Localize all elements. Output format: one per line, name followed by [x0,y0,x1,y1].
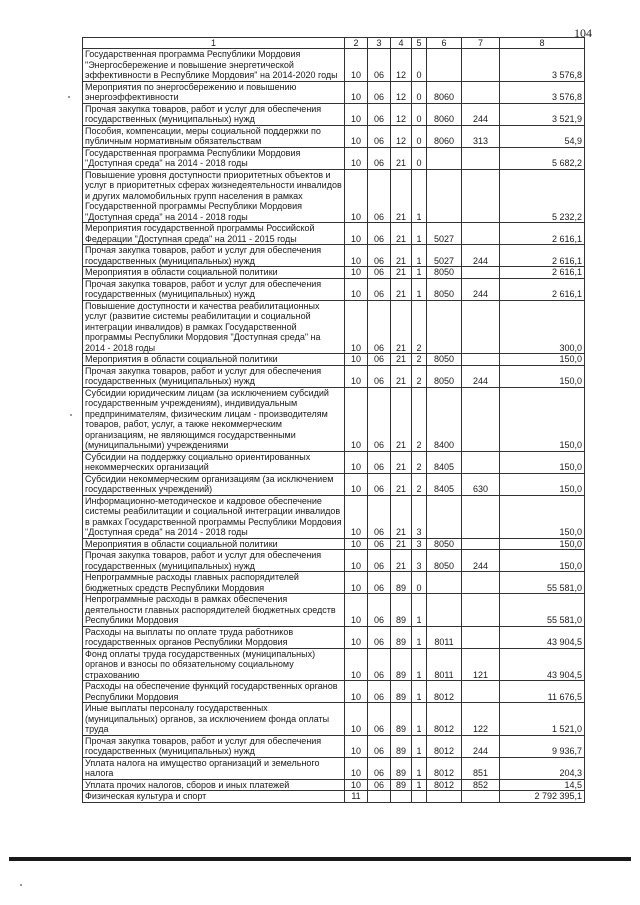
row-expense-type-cell [462,495,500,538]
row-amount-cell: 150,0 [500,387,585,451]
row-program-cell: 21 [391,365,412,387]
row-expense-type-cell [462,267,500,279]
row-section-cell: 10 [345,538,368,550]
row-subprogram-cell: 3 [412,550,427,572]
row-section-cell: 10 [345,594,368,627]
row-name-cell: Уплата налога на имущество организаций и земельного налога [83,757,345,779]
row-name-cell: Непрограммные расходы главных распорядителей бюджетных средств Республики Мордовия [83,572,345,594]
row-expense-type-cell: 630 [462,473,500,495]
table-row [83,538,585,550]
scan-speck [20,884,22,886]
row-expense-type-cell [462,169,500,223]
row-name-cell: Фонд оплаты труда государственных (муниципальных) органов и взносы по обязательному социальному страхованию [83,648,345,681]
row-subsection-cell: 06 [368,495,391,538]
row-direction-cell: 8011 [427,626,462,648]
row-expense-type-cell [462,49,500,82]
row-program-cell: 89 [391,779,412,791]
row-subsection-cell: 06 [368,550,391,572]
row-direction-cell [427,791,462,803]
row-program-cell: 21 [391,223,412,245]
row-amount-cell: 2 792 395,1 [500,791,585,803]
row-expense-type-cell [462,626,500,648]
row-name-cell: Субсидии на поддержку социально ориентированных некоммерческих организаций [83,451,345,473]
table-row [83,735,585,757]
row-subprogram-cell [412,791,427,803]
row-expense-type-cell: 313 [462,125,500,147]
row-subsection-cell: 06 [368,572,391,594]
table-row [83,300,585,354]
row-direction-cell: 8050 [427,550,462,572]
row-subprogram-cell: 2 [412,300,427,354]
row-amount-cell: 150,0 [500,473,585,495]
row-program-cell: 21 [391,245,412,267]
row-expense-type-cell: 852 [462,779,500,791]
table-row [83,681,585,703]
row-name-cell: Пособия, компенсации, меры социальной поддержки по публичным нормативным обязательствам [83,125,345,147]
table-row [83,779,585,791]
row-amount-cell: 204,3 [500,757,585,779]
row-name-cell: Субсидии юридическим лицам (за исключением субсидий государственным учреждениям), индивидуальным предпринимателям, физическим лицам - производителям товаров, работ, услуг, а также некоммерческим организациям, не являющимся государственными (муниципальными) учреждениями [83,387,345,451]
row-subprogram-cell: 1 [412,594,427,627]
row-program-cell: 21 [391,495,412,538]
row-program-cell: 89 [391,648,412,681]
row-program-cell: 89 [391,572,412,594]
row-expense-type-cell [462,791,500,803]
row-direction-cell: 8060 [427,125,462,147]
row-expense-type-cell: 851 [462,757,500,779]
row-name-cell: Непрограммные расходы в рамках обеспечения деятельности главных распорядителей бюджетных средств Республики Мордовия [83,594,345,627]
row-subprogram-cell: 1 [412,735,427,757]
row-amount-cell: 150,0 [500,538,585,550]
row-section-cell: 10 [345,626,368,648]
row-amount-cell: 3 576,8 [500,49,585,82]
row-program-cell: 21 [391,147,412,169]
row-subsection-cell: 06 [368,538,391,550]
row-subsection-cell: 06 [368,223,391,245]
table-row [83,245,585,267]
row-expense-type-cell: 244 [462,278,500,300]
row-program-cell: 21 [391,169,412,223]
row-section-cell: 10 [345,354,368,366]
row-expense-type-cell [462,572,500,594]
table-row [83,473,585,495]
row-subprogram-cell: 2 [412,473,427,495]
row-expense-type-cell [462,681,500,703]
row-amount-cell: 55 581,0 [500,572,585,594]
row-section-cell: 10 [345,550,368,572]
row-section-cell: 10 [345,735,368,757]
row-subprogram-cell: 1 [412,169,427,223]
table-row [83,757,585,779]
row-subprogram-cell: 0 [412,572,427,594]
row-section-cell: 11 [345,791,368,803]
row-subsection-cell: 06 [368,354,391,366]
row-subprogram-cell: 1 [412,278,427,300]
row-subsection-cell: 06 [368,757,391,779]
row-expense-type-cell: 244 [462,245,500,267]
row-subprogram-cell: 2 [412,365,427,387]
row-subsection-cell: 06 [368,169,391,223]
row-section-cell: 10 [345,495,368,538]
row-subsection-cell: 06 [368,300,391,354]
row-name-cell: Уплата прочих налогов, сборов и иных платежей [83,779,345,791]
header-cell: 5 [412,38,427,49]
row-name-cell: Прочая закупка товаров, работ и услуг для обеспечения государственных (муниципальных) нужд [83,245,345,267]
row-amount-cell: 5 682,2 [500,147,585,169]
row-section-cell: 10 [345,648,368,681]
table-row [83,387,585,451]
budget-table-body [83,49,585,803]
row-direction-cell: 8012 [427,703,462,736]
table-row [83,81,585,103]
row-amount-cell: 43 904,5 [500,648,585,681]
row-program-cell: 21 [391,538,412,550]
row-subprogram-cell: 0 [412,81,427,103]
bottom-rule [9,857,631,861]
row-section-cell: 10 [345,169,368,223]
table-row [83,147,585,169]
row-amount-cell: 54,9 [500,125,585,147]
row-direction-cell [427,169,462,223]
row-subsection-cell: 06 [368,779,391,791]
row-amount-cell: 2 616,1 [500,223,585,245]
row-subprogram-cell: 0 [412,103,427,125]
row-amount-cell: 150,0 [500,550,585,572]
row-amount-cell: 2 616,1 [500,278,585,300]
row-direction-cell: 8012 [427,735,462,757]
row-direction-cell: 8050 [427,354,462,366]
row-direction-cell [427,495,462,538]
row-subprogram-cell: 1 [412,779,427,791]
row-subsection-cell: 06 [368,147,391,169]
header-row [83,38,585,49]
row-subprogram-cell: 0 [412,49,427,82]
table-row [83,626,585,648]
row-subsection-cell: 06 [368,626,391,648]
row-expense-type-cell: 244 [462,103,500,125]
row-subprogram-cell: 2 [412,354,427,366]
row-subprogram-cell: 1 [412,757,427,779]
row-program-cell: 89 [391,681,412,703]
row-section-cell: 10 [345,387,368,451]
row-program-cell: 89 [391,626,412,648]
row-direction-cell [427,572,462,594]
row-program-cell: 21 [391,387,412,451]
row-amount-cell: 5 232,2 [500,169,585,223]
row-subprogram-cell: 2 [412,387,427,451]
row-subprogram-cell: 3 [412,538,427,550]
table-row [83,49,585,82]
row-name-cell: Прочая закупка товаров, работ и услуг для обеспечения государственных (муниципальных) нужд [83,365,345,387]
table-row [83,125,585,147]
row-name-cell: Физическая культура и спорт [83,791,345,803]
row-direction-cell: 8405 [427,451,462,473]
table-row [83,278,585,300]
row-direction-cell: 8012 [427,757,462,779]
row-direction-cell: 8400 [427,387,462,451]
row-direction-cell: 8405 [427,473,462,495]
header-cell: 3 [368,38,391,49]
row-direction-cell: 8050 [427,267,462,279]
row-section-cell: 10 [345,300,368,354]
row-program-cell: 21 [391,278,412,300]
row-section-cell: 10 [345,572,368,594]
scan-speck [68,96,70,98]
row-program-cell: 89 [391,735,412,757]
row-name-cell: Мероприятия по энергосбережению и повышению энергоэффективности [83,81,345,103]
row-direction-cell: 8050 [427,278,462,300]
row-direction-cell: 8012 [427,779,462,791]
row-program-cell: 89 [391,757,412,779]
row-program-cell: 89 [391,594,412,627]
table-row [83,451,585,473]
row-subprogram-cell: 1 [412,626,427,648]
table-row [83,791,585,803]
row-name-cell: Мероприятия в области социальной политики [83,267,345,279]
row-expense-type-cell [462,451,500,473]
row-expense-type-cell [462,300,500,354]
row-name-cell: Мероприятия в области социальной политики [83,354,345,366]
header-cell: 8 [500,38,585,49]
row-name-cell: Расходы на выплаты по оплате труда работников государственных органов Республики Мордовия [83,626,345,648]
row-subsection-cell: 06 [368,473,391,495]
table-row [83,495,585,538]
row-section-cell: 10 [345,278,368,300]
row-section-cell: 10 [345,103,368,125]
row-expense-type-cell [462,223,500,245]
row-section-cell: 10 [345,365,368,387]
row-name-cell: Мероприятия государственной программы Российской Федерации "Доступная среда" на 2011 - 2015 годы [83,223,345,245]
row-amount-cell: 11 676,5 [500,681,585,703]
row-direction-cell: 8050 [427,365,462,387]
row-name-cell: Повышение уровня доступности приоритетных объектов и услуг в приоритетных сферах жизнедеятельности инвалидов и других маломобильных групп населения в рамках Государственной программы Республики Мордовия "Доступная среда" на 2014 - 2018 годы [83,169,345,223]
row-subsection-cell: 06 [368,648,391,681]
row-amount-cell: 2 616,1 [500,245,585,267]
table-row [83,648,585,681]
row-section-cell: 10 [345,245,368,267]
row-section-cell: 10 [345,757,368,779]
row-subsection-cell: 06 [368,703,391,736]
row-section-cell: 10 [345,451,368,473]
row-direction-cell: 5027 [427,223,462,245]
row-program-cell: 12 [391,49,412,82]
row-section-cell: 10 [345,147,368,169]
row-direction-cell [427,49,462,82]
header-cell: 7 [462,38,500,49]
table-row [83,169,585,223]
table-row [83,354,585,366]
row-direction-cell [427,594,462,627]
row-amount-cell: 150,0 [500,365,585,387]
row-subsection-cell: 06 [368,49,391,82]
row-amount-cell: 300,0 [500,300,585,354]
row-section-cell: 10 [345,223,368,245]
row-subsection-cell: 06 [368,735,391,757]
row-name-cell: Прочая закупка товаров, работ и услуг для обеспечения государственных (муниципальных) нужд [83,550,345,572]
row-expense-type-cell [462,594,500,627]
row-amount-cell: 150,0 [500,451,585,473]
row-expense-type-cell: 121 [462,648,500,681]
row-subprogram-cell: 1 [412,648,427,681]
row-amount-cell: 55 581,0 [500,594,585,627]
row-program-cell: 21 [391,550,412,572]
row-subsection-cell [368,791,391,803]
row-subsection-cell: 06 [368,681,391,703]
row-subsection-cell: 06 [368,278,391,300]
row-expense-type-cell: 244 [462,735,500,757]
table-row [83,365,585,387]
row-subprogram-cell: 1 [412,223,427,245]
row-name-cell: Расходы на обеспечение функций государственных органов Республики Мордовия [83,681,345,703]
row-section-cell: 10 [345,81,368,103]
row-amount-cell: 2 616,1 [500,267,585,279]
row-subsection-cell: 06 [368,365,391,387]
table-row [83,572,585,594]
row-name-cell: Субсидии некоммерческим организациям (за исключением государственных учреждений) [83,473,345,495]
row-direction-cell: 8060 [427,103,462,125]
row-name-cell: Государственная программа Республики Мордовия "Доступная среда" на 2014 - 2018 годы [83,147,345,169]
row-section-cell: 10 [345,779,368,791]
row-program-cell: 12 [391,81,412,103]
row-direction-cell [427,300,462,354]
row-direction-cell: 8012 [427,681,462,703]
row-subprogram-cell: 1 [412,245,427,267]
row-program-cell: 21 [391,267,412,279]
table-row [83,103,585,125]
row-subprogram-cell: 0 [412,125,427,147]
row-direction-cell: 8060 [427,81,462,103]
row-name-cell: Прочая закупка товаров, работ и услуг для обеспечения государственных (муниципальных) нужд [83,278,345,300]
table-row [83,550,585,572]
row-expense-type-cell: 244 [462,550,500,572]
row-expense-type-cell [462,354,500,366]
row-expense-type-cell [462,147,500,169]
header-cell: 2 [345,38,368,49]
row-subprogram-cell: 1 [412,267,427,279]
row-subsection-cell: 06 [368,125,391,147]
header-cell: 4 [391,38,412,49]
row-section-cell: 10 [345,125,368,147]
row-name-cell: Повышение доступности и качества реабилитационных услуг (развитие системы реабилитации и социальной интеграции инвалидов) в рамках Государственной программы Республики Мордовия "Доступная среда" на 2014 - 2018 годы [83,300,345,354]
table-row [83,223,585,245]
row-amount-cell: 43 904,5 [500,626,585,648]
row-expense-type-cell [462,538,500,550]
row-program-cell: 12 [391,125,412,147]
table-row [83,594,585,627]
row-section-cell: 10 [345,473,368,495]
row-program-cell [391,791,412,803]
row-program-cell: 21 [391,451,412,473]
row-subprogram-cell: 3 [412,495,427,538]
row-subsection-cell: 06 [368,387,391,451]
row-subprogram-cell: 0 [412,147,427,169]
row-amount-cell: 150,0 [500,354,585,366]
row-expense-type-cell [462,387,500,451]
row-amount-cell: 14,5 [500,779,585,791]
row-subprogram-cell: 1 [412,681,427,703]
header-cell: 1 [83,38,345,49]
row-direction-cell: 5027 [427,245,462,267]
row-amount-cell: 3 521,9 [500,103,585,125]
table-row [83,703,585,736]
row-section-cell: 10 [345,49,368,82]
row-section-cell: 10 [345,267,368,279]
row-section-cell: 10 [345,703,368,736]
row-expense-type-cell: 244 [462,365,500,387]
row-program-cell: 12 [391,103,412,125]
page-number: 104 [574,26,592,40]
row-direction-cell: 8011 [427,648,462,681]
row-name-cell: Информационно-методическое и кадровое обеспечение системы реабилитации и социальной интеграции инвалидов в рамках Государственной программы Республики Мордовия "Доступная среда" на 2014 - 2018 годы [83,495,345,538]
header-cell: 6 [427,38,462,49]
row-section-cell: 10 [345,681,368,703]
row-direction-cell: 8050 [427,538,462,550]
row-name-cell: Прочая закупка товаров, работ и услуг для обеспечения государственных (муниципальных) нужд [83,103,345,125]
scan-speck [70,414,72,416]
budget-table [82,37,585,803]
row-subprogram-cell: 1 [412,703,427,736]
row-amount-cell: 1 521,0 [500,703,585,736]
row-expense-type-cell [462,81,500,103]
row-subsection-cell: 06 [368,267,391,279]
row-subsection-cell: 06 [368,103,391,125]
row-direction-cell [427,147,462,169]
row-program-cell: 21 [391,354,412,366]
row-subprogram-cell: 2 [412,451,427,473]
row-subsection-cell: 06 [368,451,391,473]
row-program-cell: 89 [391,703,412,736]
table-row [83,267,585,279]
row-name-cell: Мероприятия в области социальной политики [83,538,345,550]
row-subsection-cell: 06 [368,245,391,267]
row-amount-cell: 3 576,8 [500,81,585,103]
row-name-cell: Прочая закупка товаров, работ и услуг для обеспечения государственных (муниципальных) нужд [83,735,345,757]
row-subsection-cell: 06 [368,81,391,103]
row-expense-type-cell: 122 [462,703,500,736]
row-program-cell: 21 [391,473,412,495]
row-subsection-cell: 06 [368,594,391,627]
row-amount-cell: 9 936,7 [500,735,585,757]
row-name-cell: Государственная программа Республики Мордовия "Энергосбережение и повышение энергетической эффективности в Республике Мордовия" на 2014-2020 годы [83,49,345,82]
row-name-cell: Иные выплаты персоналу государственных (муниципальных) органов, за исключением фонда оплаты труда [83,703,345,736]
row-program-cell: 21 [391,300,412,354]
row-amount-cell: 150,0 [500,495,585,538]
